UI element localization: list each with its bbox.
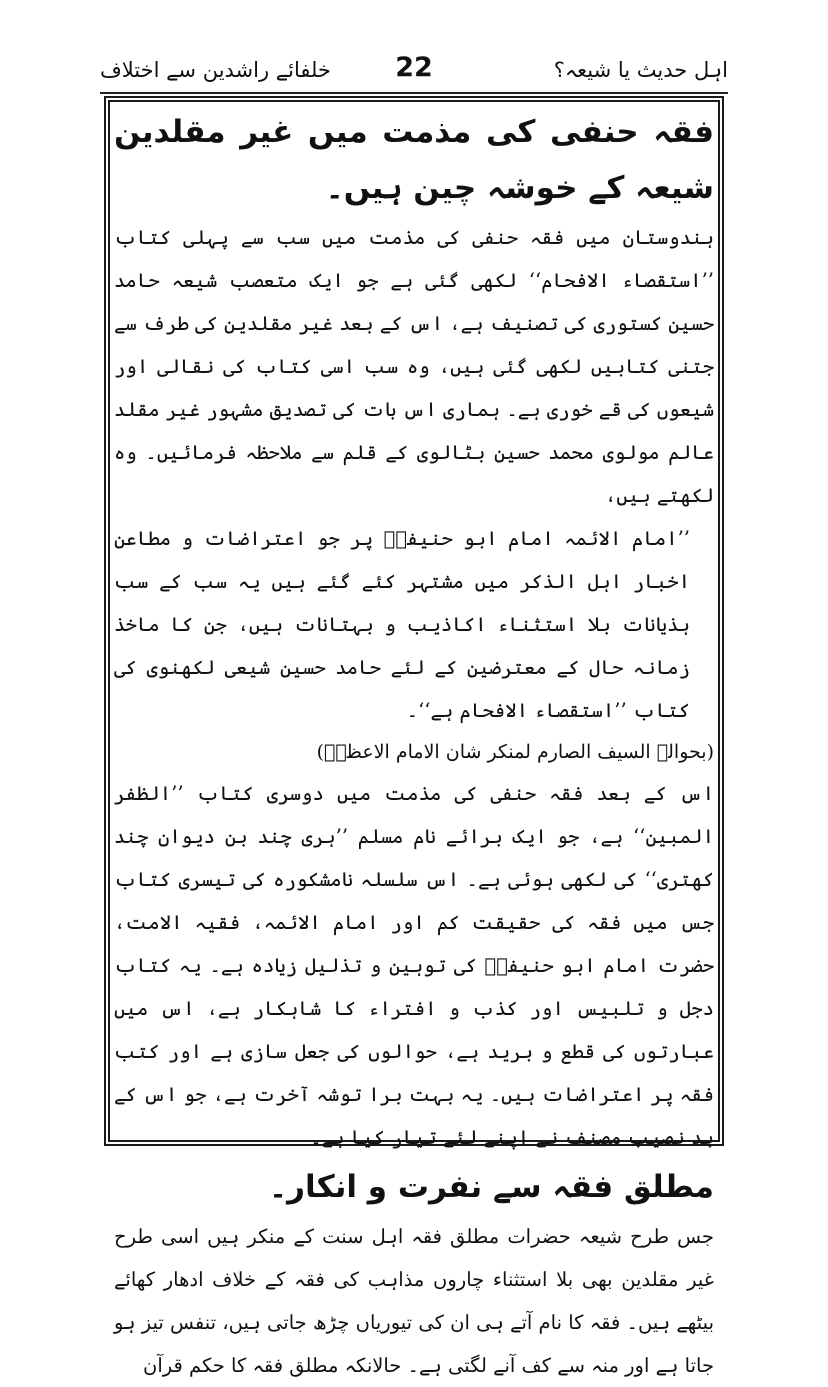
page-number: 22 — [395, 52, 433, 83]
section-heading: فقہ حنفی کی مذمت میں غیر مقلدین شیعہ کے خوشہ چین ہیں۔ — [114, 114, 714, 206]
chapter-title: خلفائے راشدین سے اختلاف — [100, 58, 331, 82]
book-title: اہل حدیث یا شیعہ؟ — [553, 58, 728, 82]
reference-citation: (بحوالہ السیف الصارم لمنکر شان الامام الاعظمؒ) — [316, 741, 714, 763]
quotation: ’’امام الائمہ امام ابو حنیفہؒ پر جو اعتراضات و مطاعن اخبار اہل الذکر میں مشتہر کئے گئے ہیں یہ سب کے سب ہذیانات بلا استثناء اکاذیب و بہتانات ہیں، جن کا ماخذ زمانہ حال کے معترضین کے لئے حامد حسین شیعی لکھنوی کی کتاب ’’استقصاء الافحام ہے‘‘۔ — [114, 527, 690, 722]
section-heading: مطلق فقہ سے نفرت و انکار۔ — [269, 1169, 714, 1205]
body-paragraph: ہندوستان میں فقہ حنفی کی مذمت میں سب سے پہلی کتاب ’’استقصاء الافحام‘‘ لکھی گئی ہے جو ایک متعصب شیعہ حامد حسین کستوری کی تصنیف ہے، اس کے بعد غیر مقلدین کی طرف سے جتنی کتابیں لکھی گئی ہیں، وہ سب اسی کتاب کی نقالی اور شیعوں کی قے خوری ہے۔ ہماری اس بات کی تصدیق مشہور غیر مقلد عالم مولوی محمد حسین بٹالوی کے قلم سے ملاحظہ فرمائیں۔ وہ لکھتے ہیں، — [114, 226, 714, 507]
page-header — [100, 52, 728, 92]
body-paragraph: اس کے بعد فقہ حنفی کی مذمت میں دوسری کتاب ’’الظفر المبین‘‘ ہے، جو ایک برائے نام مسلم ’’ہری چند بن دیوان چند کھتری‘‘ کی لکھی ہوئی ہے۔ اس سلسلہ نامشکورہ کی تیسری کتاب جس میں فقہ کی حقیقت کم اور امام الائمہ، فقیہ الامت، حضرت امام ابو حنیفہؒ کی توہین و تذلیل زیادہ ہے۔ یہ کتاب دجل و تلبیس اور کذب و افتراء کا شاہکار ہے، اس میں عبارتوں کی قطع و برید ہے، حوالوں کی جعل سازی ہے اور کتب فقہ پر اعتراضات ہیں۔ یہ بہت برا توشہ آخرت ہے، جو اس کے بد نصیب مصنف نے اپنے لئے تیار کیا ہے۔ — [114, 782, 714, 1149]
page-content — [114, 104, 714, 1377]
header-rule — [100, 92, 728, 94]
body-paragraph: جس طرح شیعہ حضرات مطلق فقہ اہل سنت کے منکر ہیں اسی طرح غیر مقلدین بھی بلا استثناء چاروں مذاہب کی فقہ کے خلاف ادھار کھائے بیٹھے ہیں۔ فقہ کا نام آتے ہی ان کی تیوریاں چڑھ جاتی ہیں، تنفس تیز ہو جاتا ہے اور منہ سے کف آنے لگتی ہے۔ حالانکہ مطلق فقہ کا حکم قرآن — [114, 1225, 714, 1377]
